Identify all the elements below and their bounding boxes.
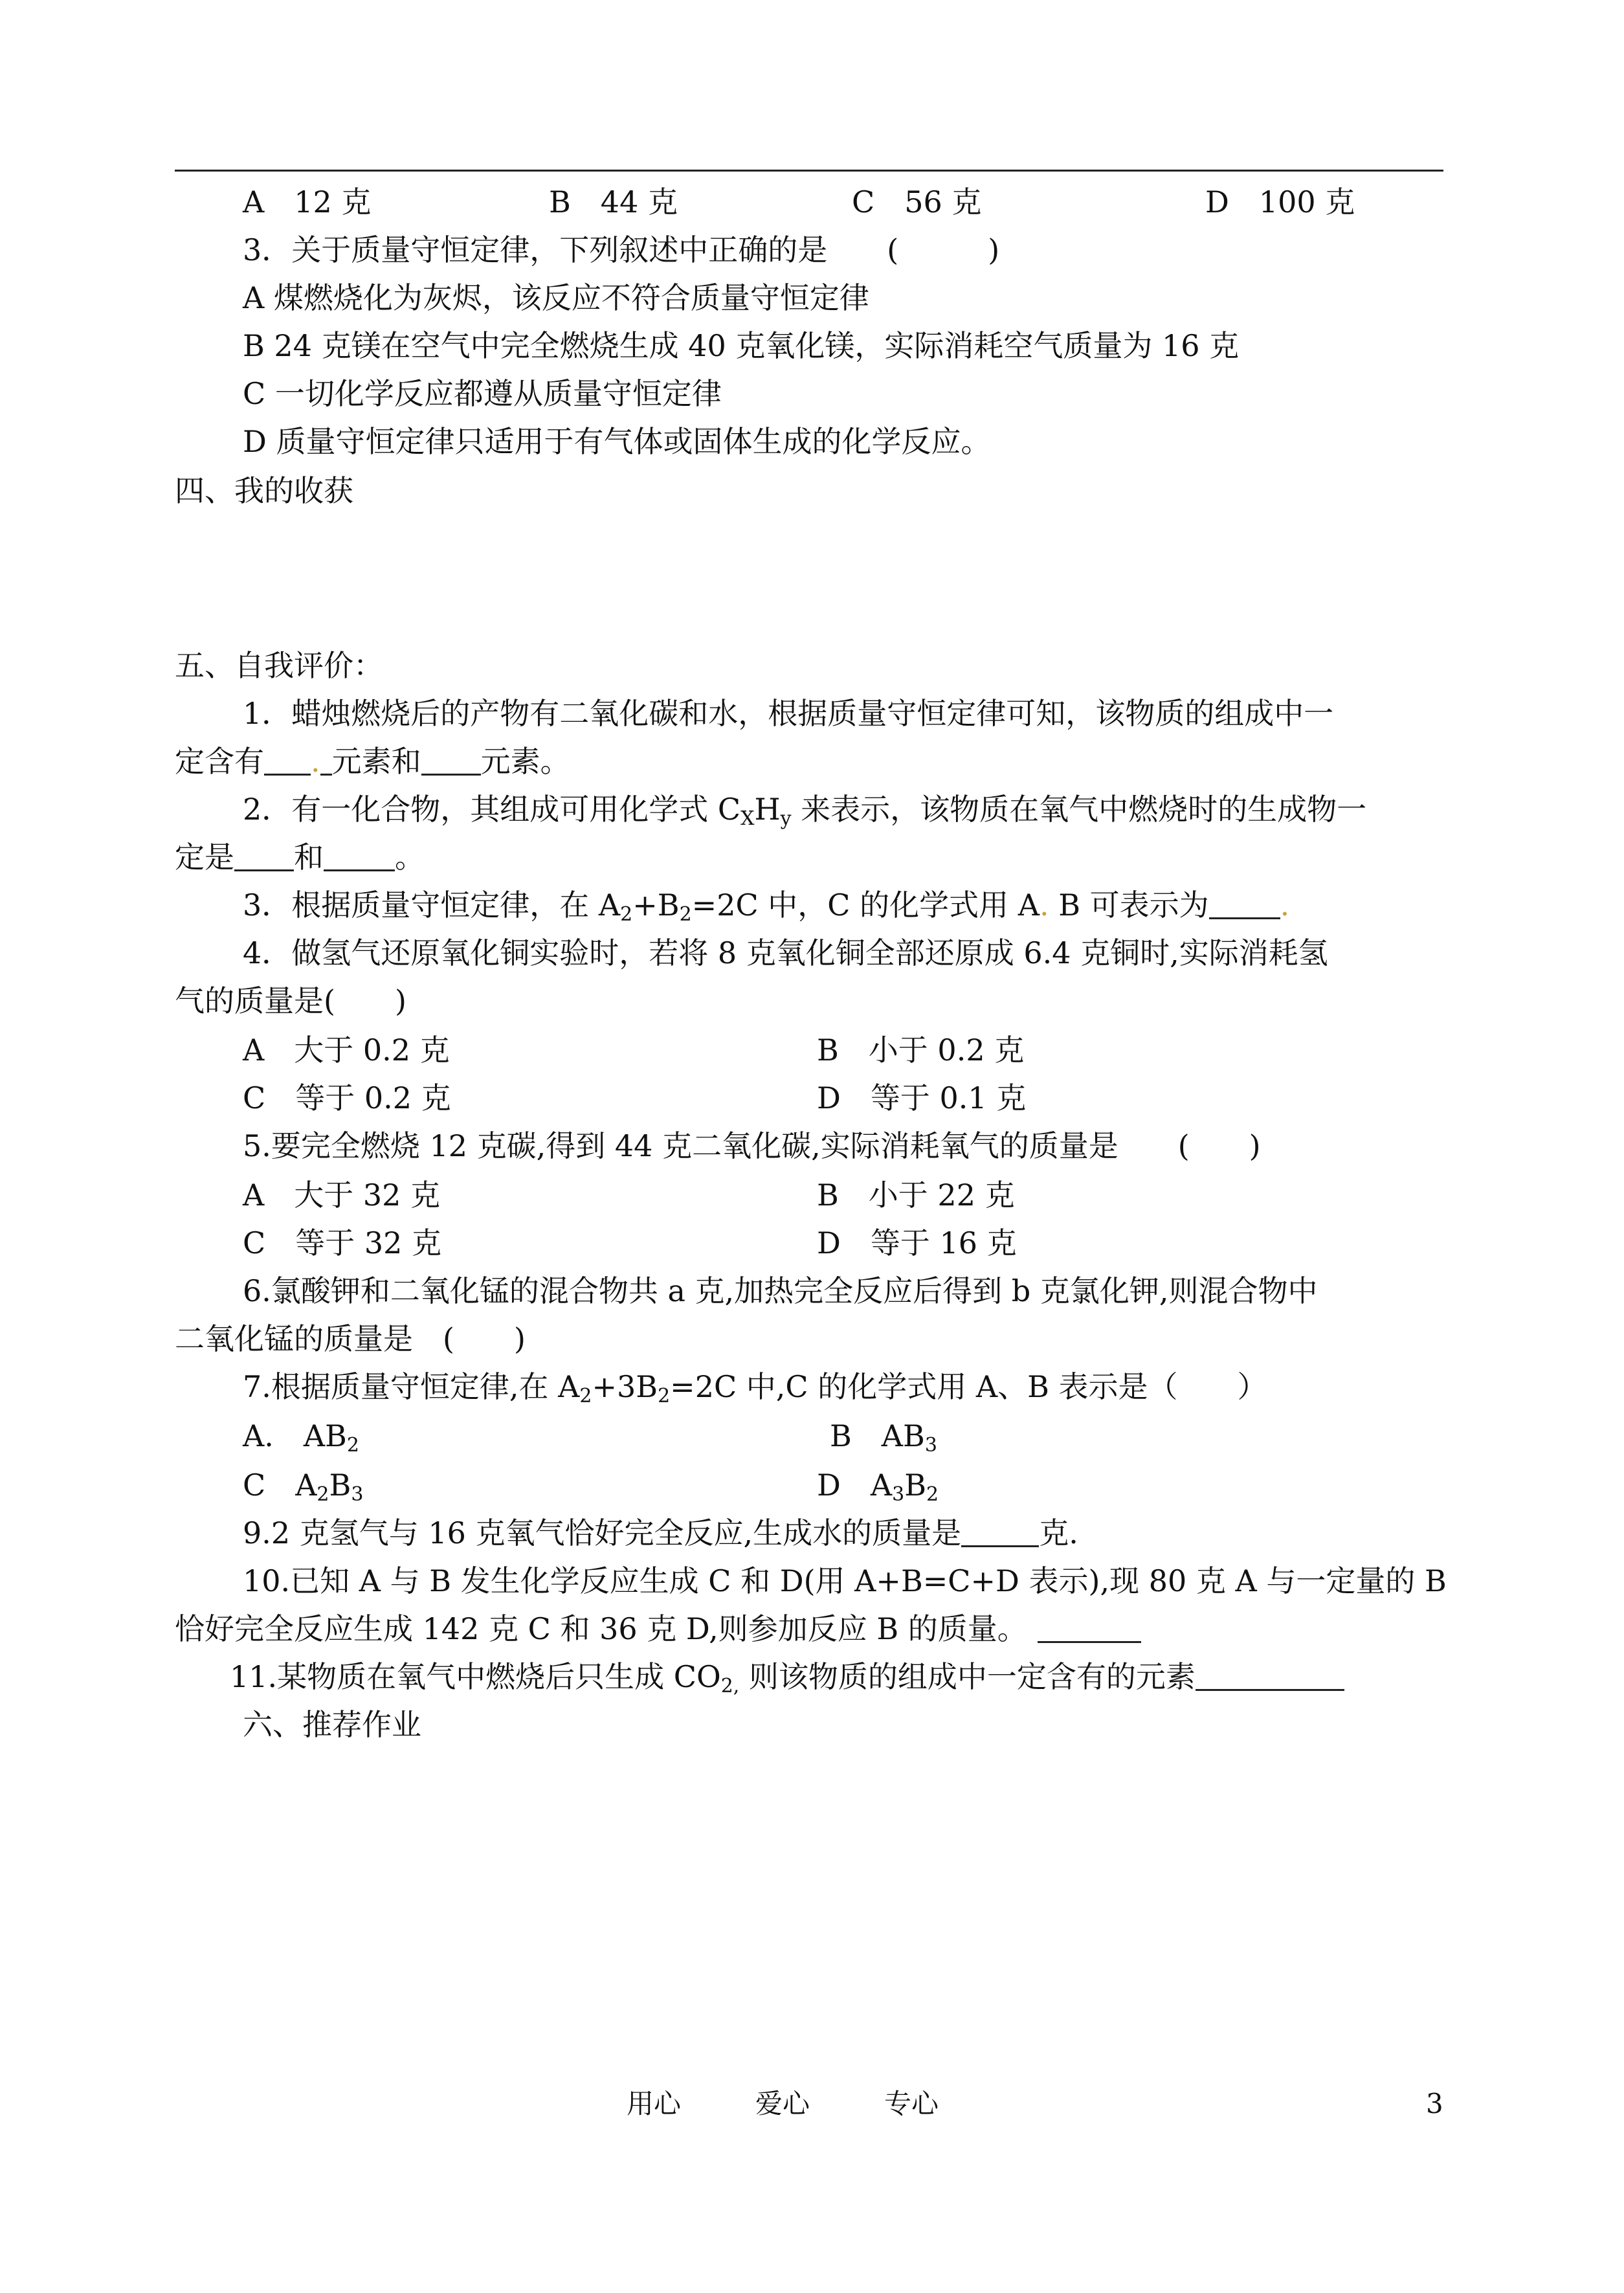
- q5-option-b: B 小于 22 克: [817, 1178, 1015, 1213]
- section-self-eval: 五、自我评价：: [175, 648, 383, 683]
- top-option-c: C 56 克: [852, 185, 982, 219]
- section-harvest: 四、我的收获: [175, 473, 353, 508]
- top-option-d: D 100 克: [1205, 185, 1355, 219]
- q5-stem: 5.要完全燃烧 12 克碳,得到 44 克二氧化碳,实际消耗氧气的质量是 ( ): [243, 1128, 1261, 1163]
- q2-line1: 2．有一化合物，其组成可用化学式 $C_XH_y$ 来表示，该物质在氧气中燃烧时的生成物一: [243, 792, 1367, 830]
- q1-line2: 定含有 . 元素和 元素。: [175, 744, 570, 779]
- q5-option-c: C 等于 32 克: [243, 1225, 441, 1260]
- q4-line1: 4．做氢气还原氧化铜实验时，若将 8 克氧化铜全部还原成 6.4 克铜时,实际消耗氢: [243, 935, 1328, 970]
- header-rule: [175, 170, 1443, 172]
- page-number: 3: [1426, 2088, 1443, 2120]
- top-option-a: A 12 克: [243, 185, 372, 219]
- q5-option-a: A 大于 32 克: [243, 1178, 440, 1213]
- footer-word-2: 爱心: [755, 2088, 810, 2120]
- q7-stem: 7.根据质量守恒定律,在 $A_2+3B_2=2C$ 中,C 的化学式用 A、B 表示是（ ）: [243, 1369, 1267, 1407]
- q3-top-option-b: B 24 克镁在空气中完全燃烧生成 40 克氧化镁，实际消耗空气质量为 16 克: [243, 328, 1240, 363]
- q6-line1: 6.氯酸钾和二氧化锰的混合物共 a 克,加热完全反应后得到 b 克氯化钾,则混合物中: [243, 1273, 1318, 1308]
- q3-top-stem: 3．关于质量守恒定律，下列叙述中正确的是 ( ): [243, 232, 1000, 267]
- q7-option-a: A. $AB_2$: [243, 1418, 359, 1457]
- q3-top-option-d: D 质量守恒定律只适用于有气体或固体生成的化学反应。: [243, 424, 991, 459]
- q10-line1: 10.已知 A 与 B 发生化学反应生成 C 和 D(用 A+B=C+D 表示),现 80 克 A 与一定量的 B: [243, 1563, 1447, 1598]
- footer-word-3: 专心: [884, 2088, 939, 2120]
- q3-line: 3．根据质量守恒定律，在 $A_2+B_2=2C$ 中，C 的化学式用 A. B 可表示为 .: [243, 888, 1290, 926]
- q11-line: 11.某物质在氧气中燃烧后只生成 $CO_{2,}$ 则该物质的组成中一定含有的元素: [230, 1659, 1344, 1695]
- q3-top-option-a: A 煤燃烧化为灰烬，该反应不符合质量守恒定律: [243, 280, 869, 315]
- top-option-b: B 44 克: [549, 185, 678, 219]
- q7-option-b: B $AB_3$: [830, 1418, 937, 1457]
- q6-line2: 二氧化锰的质量是 ( ): [175, 1321, 526, 1356]
- q7-option-d: D $A_3B_2$: [817, 1468, 939, 1506]
- q7-option-c: C $A_2B_3$: [243, 1468, 364, 1506]
- q9-line: 9.2 克氢气与 16 克氧气恰好完全反应,生成水的质量是 克.: [243, 1516, 1078, 1550]
- q5-option-d: D 等于 16 克: [817, 1225, 1017, 1260]
- section-homework: 六、推荐作业: [243, 1707, 421, 1742]
- q2-line2: 定是 和 。: [175, 840, 425, 875]
- footer-word-1: 用心: [627, 2088, 682, 2120]
- q4-line2: 气的质量是( ): [175, 983, 406, 1018]
- q10-line2: 恰好完全反应生成 142 克 C 和 36 克 D,则参加反应 B 的质量。: [175, 1611, 1141, 1647]
- q4-option-b: B 小于 0.2 克: [817, 1033, 1025, 1068]
- q3-top-option-c: C 一切化学反应都遵从质量守恒定律: [243, 376, 722, 411]
- q4-option-a: A 大于 0.2 克: [243, 1033, 450, 1068]
- q4-option-d: D 等于 0.1 克: [817, 1080, 1027, 1115]
- q4-option-c: C 等于 0.2 克: [243, 1080, 451, 1115]
- q1-line1: 1．蜡烛燃烧后的产物有二氧化碳和水，根据质量守恒定律可知，该物质的组成中一: [243, 696, 1334, 731]
